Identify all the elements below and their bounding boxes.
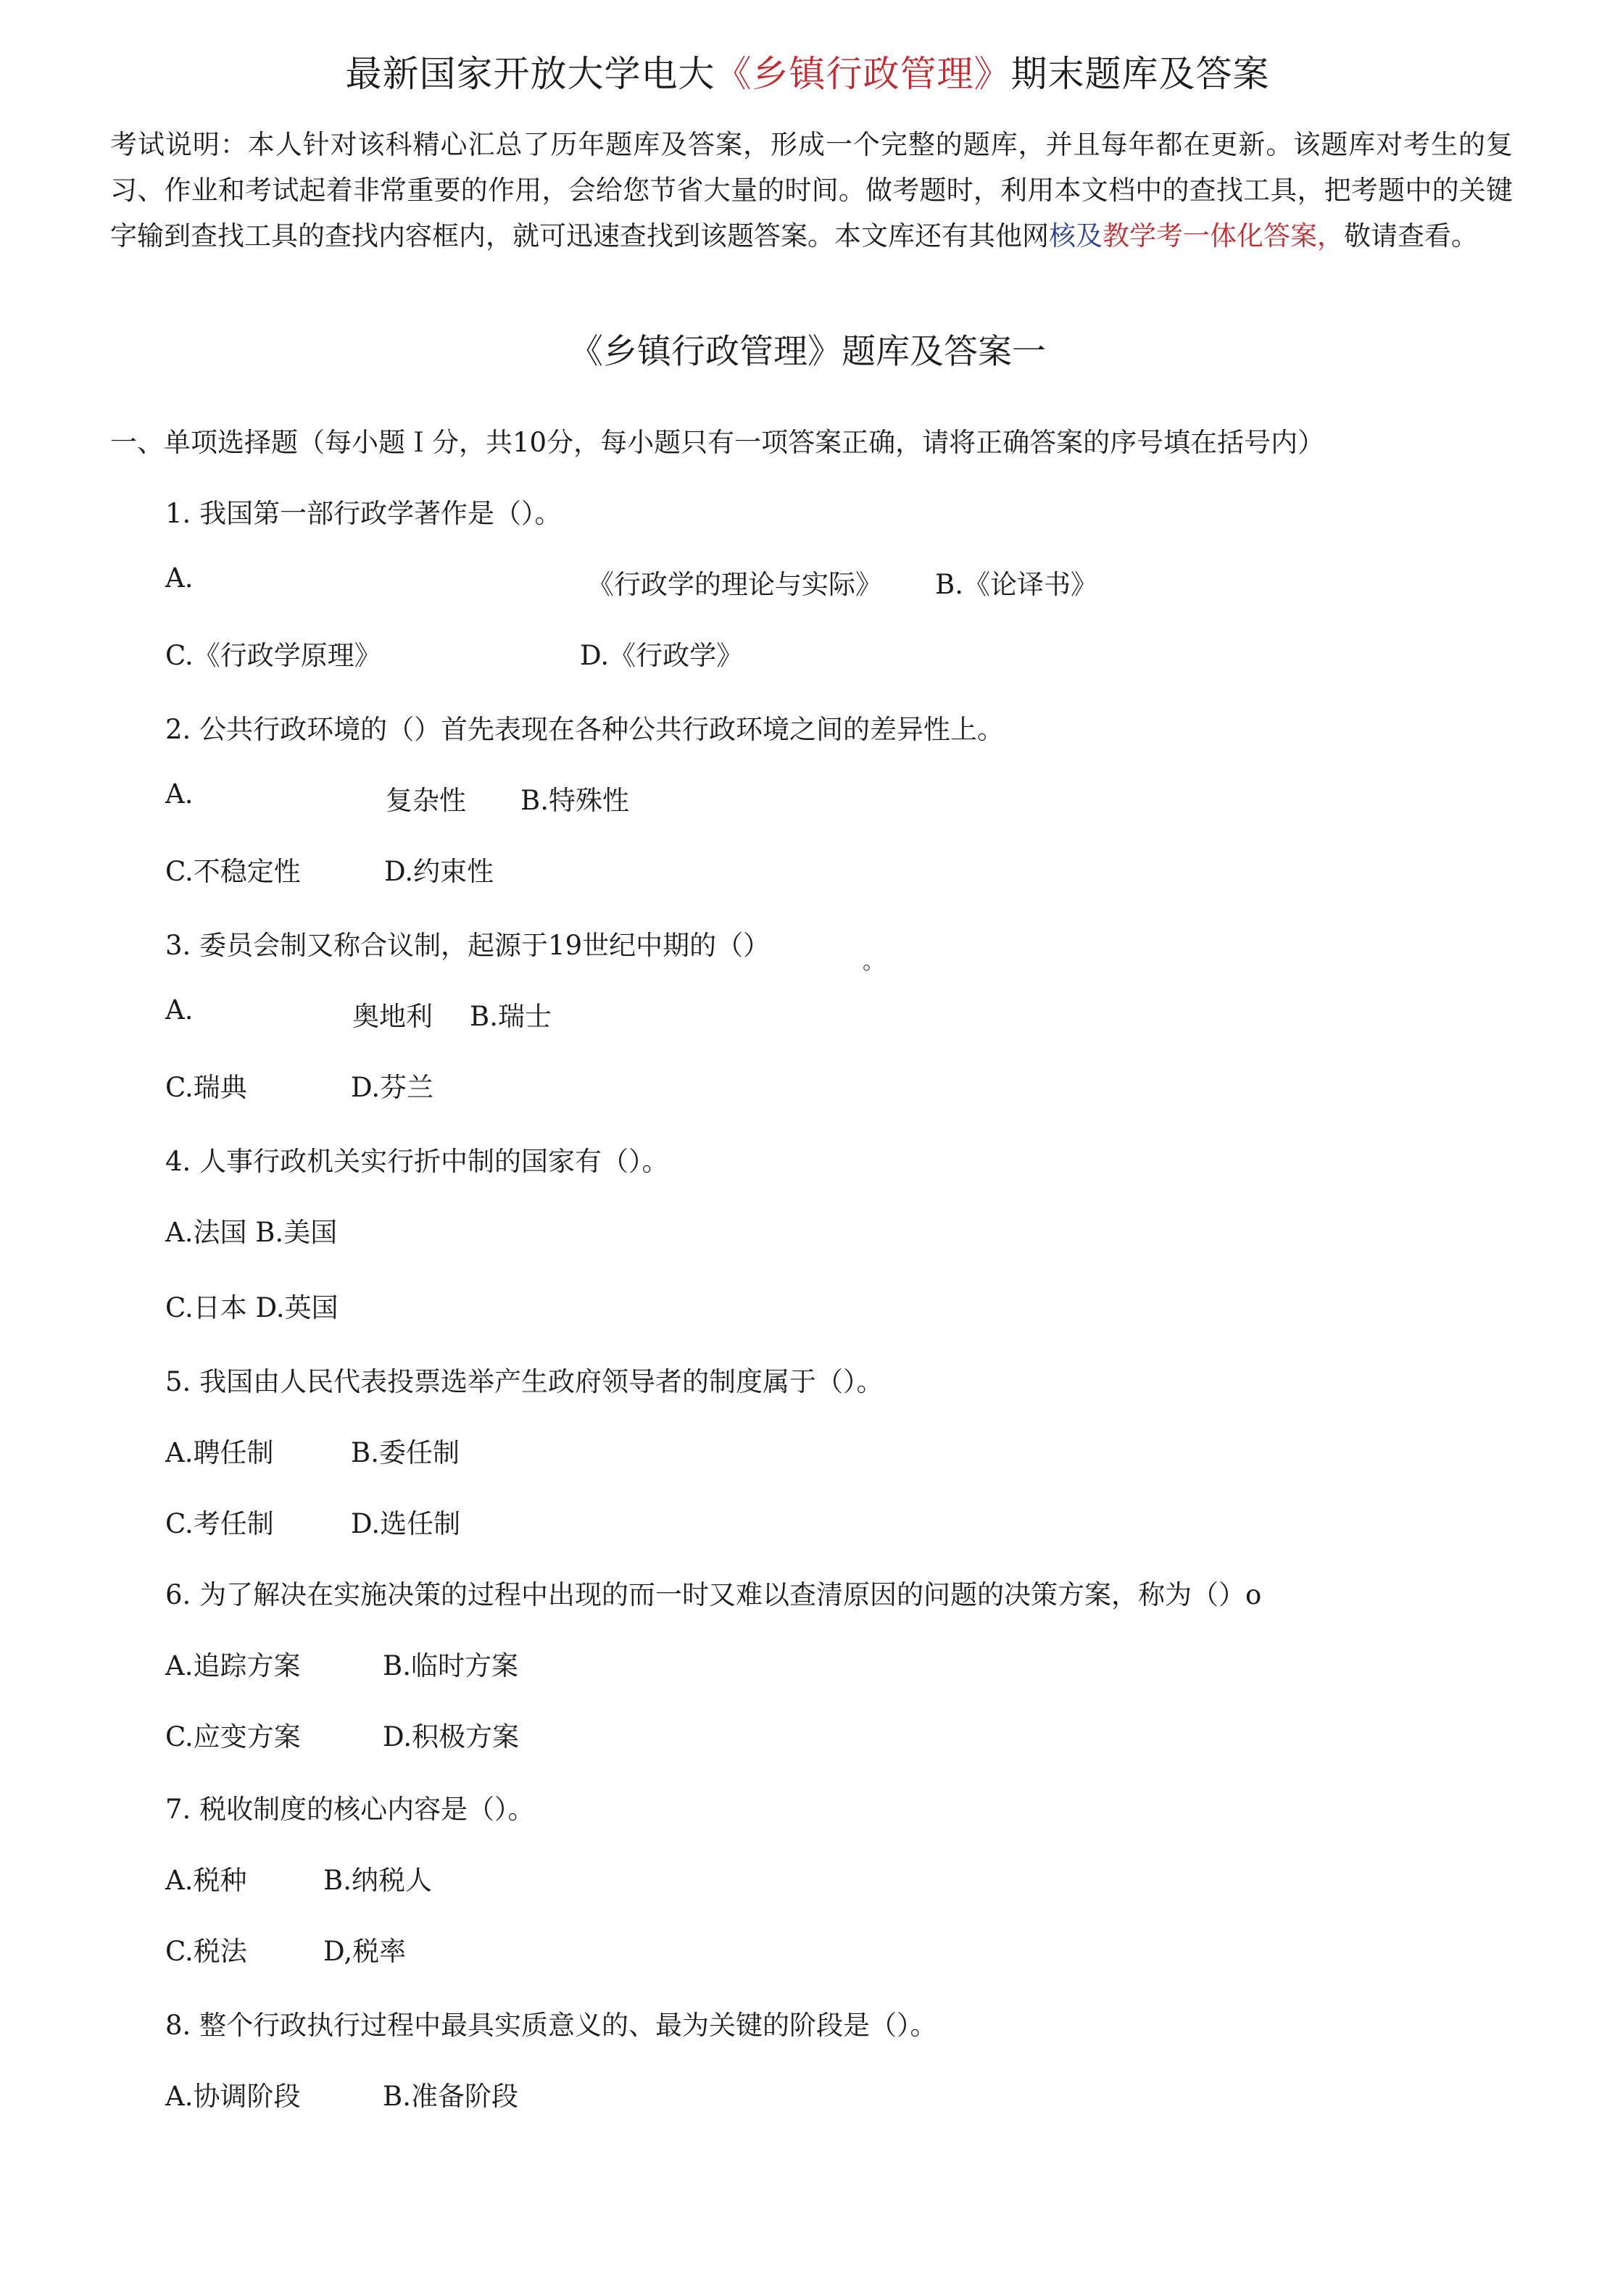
option-c-text: C.不稳定性 (165, 856, 301, 887)
option-d-text: D,税率 (323, 1936, 407, 1967)
question-4-options-cd: C.日本 D.英国 (165, 1292, 339, 1323)
question-3-mark: 。 (863, 949, 884, 975)
title-course-name: 《乡镇行政管理》 (715, 53, 1011, 95)
question-2: 2. 公共行政环境的（）首先表现在各种公共行政环境之间的差异性上。 (165, 714, 1005, 745)
option-a-text: A.税种 (165, 1865, 247, 1896)
instructions-blue-text: 核及 (1049, 220, 1103, 251)
instructions-tail: 敬请查看。 (1344, 220, 1478, 251)
single-choice-heading: 一、单项选择题（每小题Ｉ分，共10分，每小题只有一项答案正确，请将正确答案的序号填在括号内） (110, 427, 1325, 458)
option-b-text: B.《论译书》 (935, 569, 1097, 600)
question-5: 5. 我国由人民代表投票选举产生政府领导者的制度属于（）。 (165, 1366, 884, 1397)
option-a-text: A.协调阶段 (165, 2081, 301, 2112)
instructions-red-text: 教学考一体化答案， (1103, 220, 1344, 251)
title-part-3: 期末题库及答案 (1010, 53, 1270, 95)
exam-instructions (110, 122, 1513, 259)
option-a-text: 奥地利 (352, 1001, 433, 1032)
option-c-text: C.考任制 (165, 1508, 274, 1539)
option-c-text: C.应变方案 (165, 1721, 301, 1752)
question-6: 6. 为了解决在实施决策的过程中出现的而一时又难以查清原因的问题的决策方案，称为（）o (165, 1579, 1262, 1610)
instructions-text: 考试说明：本人针对该科精心汇总了历年题库及答案，形成一个完整的题库，并且每年都在更新。该题库对考生的复习、作业和考试起着非常重要的作用，会给您节省大量的时间。做考题时，利用本文档中的查找工具，把考题中的关键字输到查找工具的查找内容框内，就可迅速查找到该题答案。本文库还有其他网 (110, 129, 1513, 251)
question-3: 3. 委员会制又称合议制，起源于19世纪中期的（） (165, 930, 771, 961)
title-part-1: 最新国家开放大学电大 (345, 53, 715, 95)
option-d-text: D.选任制 (351, 1508, 461, 1539)
option-a-text: 复杂性 (386, 785, 466, 816)
option-b-text: B.临时方案 (383, 1650, 518, 1681)
option-d-text: D.约束性 (384, 856, 494, 887)
option-c-text: C.《行政学原理》 (165, 640, 381, 671)
option-d-text: D.积极方案 (383, 1721, 520, 1752)
option-a-text: 《行政学的理论与实际》 (587, 569, 882, 600)
option-a-label: A. (165, 562, 194, 594)
document-title (0, 45, 1615, 97)
question-4: 4. 人事行政机关实行折中制的国家有（）。 (165, 1146, 669, 1177)
question-7: 7. 税收制度的核心内容是（）。 (165, 1794, 535, 1825)
section-subtitle: 《乡镇行政管理》题库及答案一 (569, 332, 1046, 372)
option-b-text: B.特殊性 (520, 785, 629, 816)
option-c-text: C.税法 (165, 1936, 247, 1967)
option-b-text: B.瑞士 (470, 1001, 552, 1032)
option-d-text: D.《行政学》 (580, 640, 744, 671)
question-1-options-ab (165, 562, 193, 594)
question-8: 8. 整个行政执行过程中最具实质意义的、最为关键的阶段是（）。 (165, 2010, 937, 2041)
option-b-text: B.纳税人 (323, 1865, 432, 1896)
option-a-text: A.聘任制 (165, 1437, 274, 1468)
question-4-options-ab: A.法国 B.美国 (165, 1217, 338, 1248)
option-d-text: D.芬兰 (351, 1072, 434, 1103)
option-a-label: A. (165, 778, 194, 810)
option-b-text: B.委任制 (351, 1437, 460, 1468)
option-a-text: A.追踪方案 (165, 1650, 301, 1681)
question-1: 1. 我国第一部行政学著作是（）。 (165, 498, 562, 529)
option-a-label: A. (165, 994, 194, 1026)
option-b-text: B.准备阶段 (383, 2081, 518, 2112)
option-c-text: C.瑞典 (165, 1072, 247, 1103)
